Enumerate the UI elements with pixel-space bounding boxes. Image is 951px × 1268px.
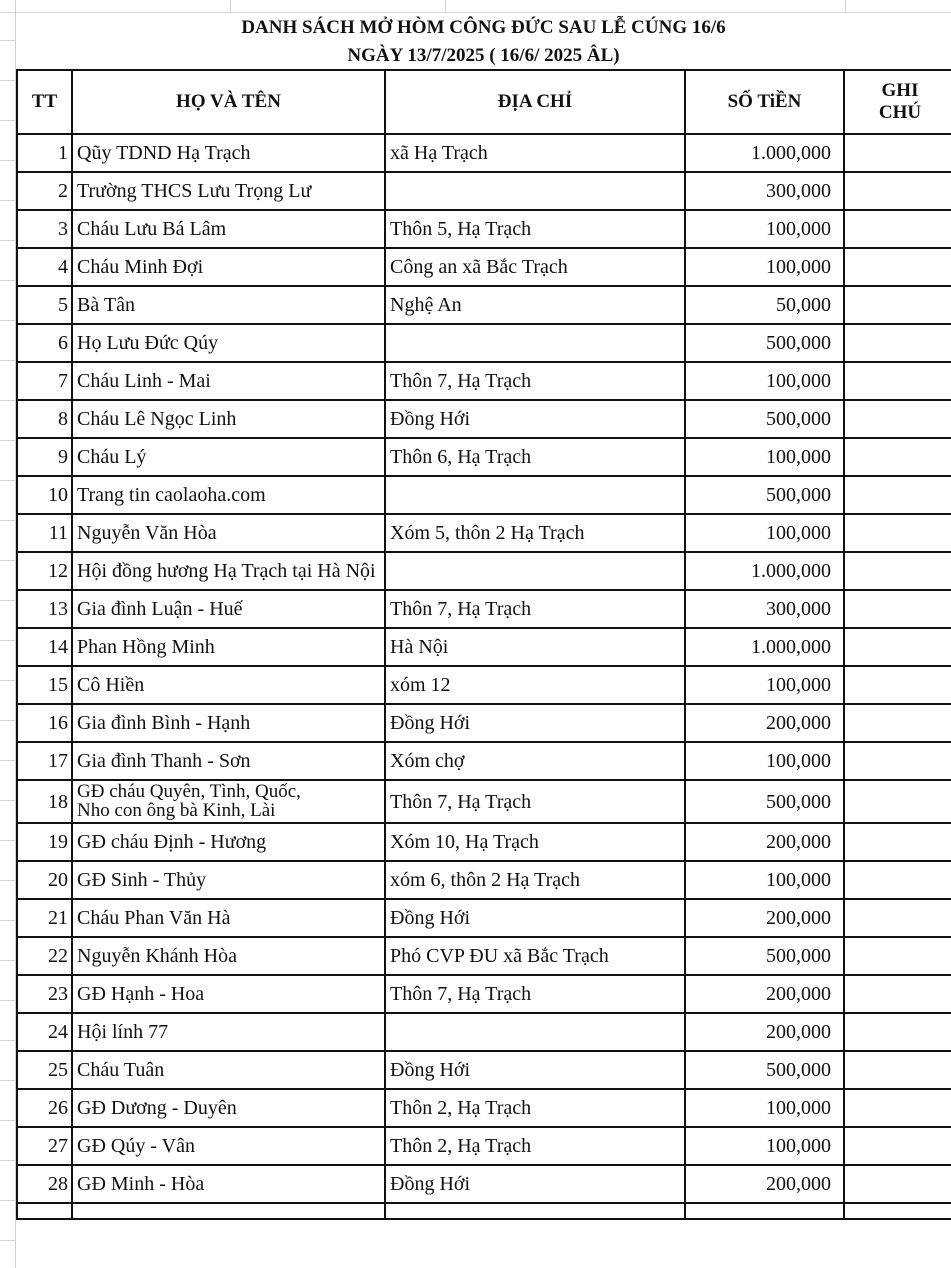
row-number: 6 [17,324,72,362]
grid-line [0,520,15,521]
row-number: 14 [17,628,72,666]
donor-name: GĐ cháu Định - Hương [72,823,385,861]
table-row [17,704,951,742]
note-cell [844,899,951,937]
grid-line [0,320,15,321]
note-cell [844,248,951,286]
donation-amount: 50,000 [685,286,844,324]
donor-name: Cháu Tuân [72,1051,385,1089]
donor-address: Thôn 7, Hạ Trạch [385,590,685,628]
donation-amount: 500,000 [685,324,844,362]
donor-name: Trường THCS Lưu Trọng Lư [72,172,385,210]
row-number: 7 [17,362,72,400]
donor-address: Nghệ An [385,286,685,324]
table-row [17,590,951,628]
note-cell [844,590,951,628]
donor-address: Thôn 5, Hạ Trạch [385,210,685,248]
donation-amount: 100,000 [685,362,844,400]
donor-address [385,1013,685,1051]
row-number: 16 [17,704,72,742]
table-row [17,248,951,286]
donor-address: Thôn 7, Hạ Trạch [385,362,685,400]
row-number: 15 [17,666,72,704]
grid-line [845,0,846,12]
donation-amount: 500,000 [685,400,844,438]
donor-name [72,780,385,823]
donation-table [16,69,951,1220]
grid-line [445,0,446,12]
grid-line [0,40,15,41]
row-number: 4 [17,248,72,286]
table-row [17,1165,951,1203]
table-row [17,134,951,172]
row-number: 20 [17,861,72,899]
note-cell [844,1013,951,1051]
donor-name: Cháu Lưu Bá Lâm [72,210,385,248]
donor-name: GĐ Qúy - Vân [72,1127,385,1165]
table-row [17,975,951,1013]
donor-address: Đồng Hới [385,400,685,438]
grid-line [0,80,15,81]
donation-amount: 500,000 [685,476,844,514]
donation-amount: 300,000 [685,590,844,628]
grid-line [0,1240,15,1241]
header-amount: SỐ TiỀN [685,70,844,134]
table-row [17,1203,951,1219]
donor-name: Cháu Lý [72,438,385,476]
note-cell [844,1165,951,1203]
table-row [17,286,951,324]
note-cell [844,552,951,590]
grid-line [0,560,15,561]
donor-name: Gia đình Thanh - Sơn [72,742,385,780]
grid-line [230,0,231,12]
donor-address [385,172,685,210]
donor-address: Đồng Hới [385,1165,685,1203]
donor-address: Đồng Hới [385,899,685,937]
spreadsheet-left-grid [0,0,16,1268]
header-note [844,70,951,134]
note-cell [844,210,951,248]
document-date: NGÀY 13/7/2025 ( 16/6/ 2025 ÂL) [347,45,620,66]
table-row [17,514,951,552]
donor-name-line1: GĐ cháu Quyên, Tình, Quốc, [77,781,301,802]
empty-cell [844,1203,951,1219]
empty-cell [385,1203,685,1219]
table-header-row [17,70,951,134]
donation-amount: 100,000 [685,666,844,704]
grid-line [0,640,15,641]
note-cell [844,704,951,742]
grid-line [0,1040,15,1041]
row-number: 9 [17,438,72,476]
spreadsheet-top-grid [0,0,951,13]
donor-address: Thôn 2, Hạ Trạch [385,1089,685,1127]
donation-amount: 500,000 [685,937,844,975]
grid-line [0,880,15,881]
row-number: 10 [17,476,72,514]
row-number: 28 [17,1165,72,1203]
donor-name: GĐ Hạnh - Hoa [72,975,385,1013]
row-number: 11 [17,514,72,552]
table-row [17,172,951,210]
grid-line [0,400,15,401]
grid-line [0,760,15,761]
note-cell [844,1089,951,1127]
donor-name: Hội đồng hương Hạ Trạch tại Hà Nội [72,552,385,590]
donor-name: Cháu Linh - Mai [72,362,385,400]
grid-line [0,160,15,161]
donation-amount: 500,000 [685,780,844,823]
row-number: 23 [17,975,72,1013]
grid-line [0,960,15,961]
donor-address: Xóm chợ [385,742,685,780]
donor-name: Bà Tân [72,286,385,324]
table-row [17,210,951,248]
donation-amount: 100,000 [685,248,844,286]
note-cell [844,400,951,438]
table-row [17,937,951,975]
note-cell [844,628,951,666]
grid-line [0,680,15,681]
donor-name: Cháu Minh Đợi [72,248,385,286]
note-cell [844,286,951,324]
document-title: DANH SÁCH MỞ HÒM CÔNG ĐỨC SAU LỄ CÚNG 16/6 [241,17,726,38]
table-row [17,1127,951,1165]
row-number: 17 [17,742,72,780]
donation-amount: 200,000 [685,1165,844,1203]
donation-amount: 100,000 [685,1089,844,1127]
donation-amount: 200,000 [685,823,844,861]
note-cell [844,742,951,780]
row-number: 26 [17,1089,72,1127]
donation-amount: 200,000 [685,899,844,937]
table-row [17,780,951,823]
grid-line [0,480,15,481]
row-number: 21 [17,899,72,937]
table-row [17,1089,951,1127]
donor-address: xóm 6, thôn 2 Hạ Trạch [385,861,685,899]
donation-amount: 200,000 [685,704,844,742]
table-row [17,1013,951,1051]
donor-address: Xóm 5, thôn 2 Hạ Trạch [385,514,685,552]
donor-name: Gia đình Bình - Hạnh [72,704,385,742]
grid-line [0,1000,15,1001]
donor-address: Thôn 6, Hạ Trạch [385,438,685,476]
row-number: 25 [17,1051,72,1089]
row-number: 24 [17,1013,72,1051]
donation-amount: 100,000 [685,742,844,780]
donation-amount: 500,000 [685,1051,844,1089]
header-name: HỌ VÀ TÊN [72,70,385,134]
donor-address: Xóm 10, Hạ Trạch [385,823,685,861]
grid-line [0,200,15,201]
donor-address: Thôn 7, Hạ Trạch [385,780,685,823]
donor-name: Phan Hồng Minh [72,628,385,666]
donor-name: Họ Lưu Đức Qúy [72,324,385,362]
table-row [17,666,951,704]
donor-name: Nguyễn Khánh Hòa [72,937,385,975]
grid-line [0,840,15,841]
donor-address: Đồng Hới [385,1051,685,1089]
donor-address: Đồng Hới [385,704,685,742]
table-row [17,324,951,362]
table-row [17,823,951,861]
note-cell [844,476,951,514]
donation-amount: 200,000 [685,975,844,1013]
note-cell [844,861,951,899]
donor-address: xóm 12 [385,666,685,704]
donor-name-line2: Nho con ông bà Kinh, Lài [77,800,276,821]
donation-amount: 100,000 [685,210,844,248]
note-cell [844,1127,951,1165]
donor-address: Thôn 2, Hạ Trạch [385,1127,685,1165]
grid-line [0,240,15,241]
grid-line [0,1080,15,1081]
grid-line [0,1120,15,1121]
grid-line [0,600,15,601]
empty-cell [17,1203,72,1219]
row-number: 13 [17,590,72,628]
row-number: 27 [17,1127,72,1165]
grid-line [0,720,15,721]
row-number: 8 [17,400,72,438]
donor-name: GĐ Minh - Hòa [72,1165,385,1203]
donation-amount: 1.000,000 [685,628,844,666]
table-row [17,899,951,937]
note-cell [844,780,951,823]
table-row [17,438,951,476]
note-cell [844,823,951,861]
grid-line [0,280,15,281]
empty-cell [685,1203,844,1219]
note-cell [844,134,951,172]
row-number: 19 [17,823,72,861]
donor-name: Nguyễn Văn Hòa [72,514,385,552]
row-number: 5 [17,286,72,324]
header-note-line1: GHI [881,80,919,101]
donation-amount: 100,000 [685,861,844,899]
donor-name: GĐ Sinh - Thủy [72,861,385,899]
row-number: 18 [17,780,72,823]
empty-cell [72,1203,385,1219]
note-cell [844,937,951,975]
donor-name: Cô Hiền [72,666,385,704]
donor-name: Trang tin caolaoha.com [72,476,385,514]
header-note-line2: CHÚ [878,102,922,123]
note-cell [844,172,951,210]
donation-amount: 100,000 [685,1127,844,1165]
table-row [17,362,951,400]
donation-amount: 200,000 [685,1013,844,1051]
note-cell [844,514,951,552]
donor-address: Phó CVP ĐU xã Bắc Trạch [385,937,685,975]
donor-address [385,476,685,514]
grid-line [0,120,15,121]
row-number: 1 [17,134,72,172]
note-cell [844,324,951,362]
table-row [17,861,951,899]
header-address: ĐỊA CHỈ [385,70,685,134]
row-number: 12 [17,552,72,590]
note-cell [844,438,951,476]
note-cell [844,1051,951,1089]
table-row [17,552,951,590]
donation-amount: 100,000 [685,514,844,552]
note-cell [844,666,951,704]
donor-name: Hội lính 77 [72,1013,385,1051]
grid-line [0,1160,15,1161]
table-row [17,476,951,514]
donor-name: Cháu Lê Ngọc Linh [72,400,385,438]
donor-name: Qũy TDND Hạ Trạch [72,134,385,172]
donor-name: GĐ Dương - Duyên [72,1089,385,1127]
table-row [17,742,951,780]
table-row [17,400,951,438]
grid-line [0,1200,15,1201]
donation-amount: 1.000,000 [685,134,844,172]
table-row [17,628,951,666]
row-number: 2 [17,172,72,210]
grid-line [0,360,15,361]
donor-name: Gia đình Luận - Huế [72,590,385,628]
donor-address: Thôn 7, Hạ Trạch [385,975,685,1013]
row-number: 3 [17,210,72,248]
grid-line [0,800,15,801]
note-cell [844,975,951,1013]
row-number: 22 [17,937,72,975]
donor-address [385,552,685,590]
grid-line [0,440,15,441]
donation-amount: 100,000 [685,438,844,476]
table-row [17,1051,951,1089]
donor-address: xã Hạ Trạch [385,134,685,172]
donor-address [385,324,685,362]
grid-line [0,920,15,921]
donor-name: Cháu Phan Văn Hà [72,899,385,937]
donation-amount: 1.000,000 [685,552,844,590]
donor-address: Công an xã Bắc Trạch [385,248,685,286]
donor-address: Hà Nội [385,628,685,666]
donation-amount: 300,000 [685,172,844,210]
header-tt: TT [17,70,72,134]
note-cell [844,362,951,400]
